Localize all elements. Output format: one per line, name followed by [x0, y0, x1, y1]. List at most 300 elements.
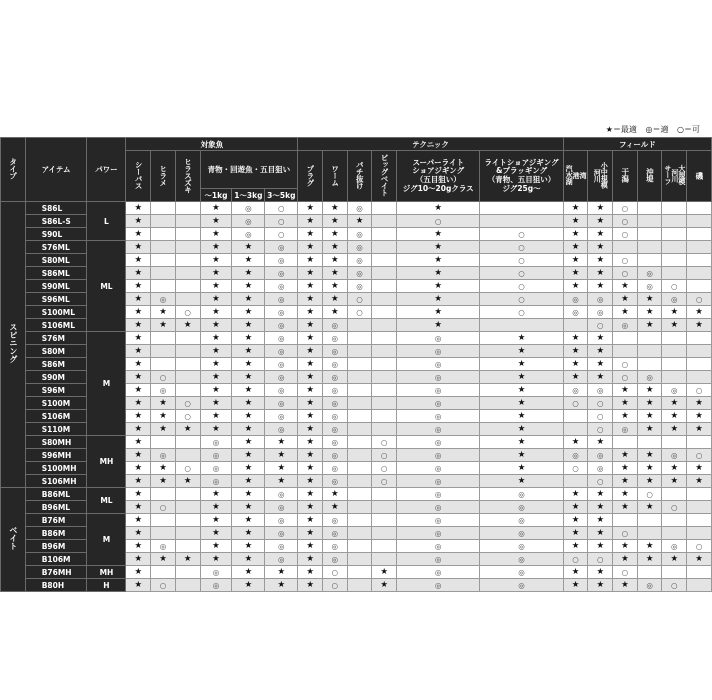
rating-cell: [397, 410, 480, 423]
rating-symbol: ★: [621, 398, 629, 408]
rating-cell: [151, 241, 176, 254]
rating-symbol: ◎: [331, 476, 339, 486]
item-name: B96M: [25, 540, 87, 553]
rating-cell: [662, 371, 687, 384]
rating-symbol: ◎: [278, 411, 285, 421]
rating-symbol: ★: [134, 476, 143, 486]
rating-symbol: ★: [159, 463, 167, 473]
rating-cell: [588, 241, 613, 254]
rating-cell: [563, 436, 588, 449]
rating-symbol: ★: [212, 502, 220, 512]
rating-cell: [637, 579, 662, 592]
rating-cell: [126, 423, 151, 436]
rating-symbol: ○: [596, 476, 604, 486]
header-item: アイテム: [25, 138, 87, 202]
rating-symbol: ★: [331, 502, 339, 512]
rating-cell: [175, 215, 200, 228]
rating-cell: [397, 514, 480, 527]
rating-cell: [151, 527, 176, 540]
rating-cell: [265, 579, 298, 592]
rating-cell: [372, 423, 397, 436]
rating-symbol: ★: [517, 476, 526, 486]
rating-cell: [200, 384, 232, 397]
power-label: MH: [87, 436, 126, 488]
rating-cell: [372, 215, 397, 228]
rating-symbol: ◎: [331, 424, 339, 434]
rating-symbol: ★: [134, 346, 143, 356]
rating-symbol: ★: [380, 580, 389, 590]
row-type-label: スピニング: [1, 202, 26, 488]
rating-cell: [126, 514, 151, 527]
col-small-mid-river: 小中規模 河川: [588, 151, 613, 202]
rating-symbol: ◎: [212, 580, 220, 590]
rating-cell: [200, 345, 232, 358]
rating-cell: [563, 202, 588, 215]
rating-symbol: ★: [134, 385, 143, 395]
rating-cell: [662, 267, 687, 280]
rating-symbol: ◎: [331, 411, 339, 421]
rating-cell: [298, 410, 323, 423]
power-label: H: [87, 579, 126, 592]
rating-cell: [322, 319, 347, 332]
rating-symbol: ★: [670, 476, 679, 486]
rating-symbol: ★: [331, 281, 339, 291]
rating-cell: [372, 410, 397, 423]
rating-cell: [126, 228, 151, 241]
rating-cell: [613, 254, 638, 267]
rating-cell: [322, 540, 347, 553]
rating-symbol: ★: [159, 320, 167, 330]
rating-symbol: ★: [244, 307, 253, 317]
rating-cell: [687, 202, 712, 215]
rating-symbol: ★: [212, 216, 220, 226]
rating-symbol: ★: [621, 307, 629, 317]
rating-symbol: ★: [331, 216, 339, 226]
rating-cell: [232, 449, 265, 462]
rating-symbol: ★: [212, 203, 220, 213]
rating-cell: [200, 228, 232, 241]
rating-cell: [175, 371, 200, 384]
rating-cell: [613, 488, 638, 501]
rating-cell: [298, 280, 323, 293]
rating-symbol: ★: [212, 411, 220, 421]
rating-cell: [126, 202, 151, 215]
rating-symbol: ★: [571, 372, 580, 382]
rating-cell: [151, 540, 176, 553]
rating-cell: [687, 436, 712, 449]
rating-cell: [687, 488, 712, 501]
rating-symbol: ★: [331, 203, 339, 213]
rating-cell: [480, 345, 563, 358]
rating-symbol: ◎: [518, 580, 525, 590]
rating-symbol: ★: [212, 515, 220, 525]
rating-symbol: ★: [596, 372, 605, 382]
rating-symbol: ◎: [212, 476, 220, 486]
rating-cell: [662, 384, 687, 397]
rating-cell: [347, 540, 372, 553]
rating-cell: [347, 202, 372, 215]
rating-cell: [637, 553, 662, 566]
rating-cell: [200, 462, 232, 475]
rating-cell: [322, 280, 347, 293]
rating-symbol: ◎: [596, 385, 604, 395]
rating-symbol: ◎: [245, 216, 252, 226]
rating-cell: [175, 254, 200, 267]
rating-symbol: ★: [244, 242, 253, 252]
rating-symbol: ★: [244, 580, 253, 590]
rating-symbol: ○: [159, 502, 167, 512]
rating-symbol: ◎: [356, 242, 363, 252]
rating-cell: [232, 254, 265, 267]
header-technique: テクニック: [298, 138, 563, 151]
rating-cell: [563, 540, 588, 553]
rating-symbol: ★: [434, 242, 443, 252]
item-name: S80M: [25, 345, 87, 358]
rating-cell: [480, 267, 563, 280]
rating-symbol: ★: [331, 268, 339, 278]
rating-cell: [372, 462, 397, 475]
rating-symbol: ★: [596, 346, 605, 356]
rating-cell: [372, 371, 397, 384]
rating-cell: [563, 371, 588, 384]
rating-symbol: ★: [621, 502, 629, 512]
rating-cell: [480, 540, 563, 553]
rating-cell: [397, 332, 480, 345]
rating-cell: [563, 410, 588, 423]
rating-cell: [613, 475, 638, 488]
rating-symbol: ★: [621, 281, 629, 291]
rating-cell: [372, 280, 397, 293]
rating-cell: [613, 462, 638, 475]
rating-symbol: ★: [434, 203, 443, 213]
rating-symbol: ◎: [278, 268, 285, 278]
power-label: ML: [87, 241, 126, 332]
rating-cell: [397, 423, 480, 436]
rating-cell: [151, 228, 176, 241]
rating-cell: [298, 358, 323, 371]
rating-cell: [151, 449, 176, 462]
rating-symbol: ★: [306, 554, 314, 564]
rating-symbol: ★: [571, 437, 580, 447]
rating-symbol: ★: [183, 320, 192, 330]
item-name: S100M: [25, 397, 87, 410]
item-name: S90M: [25, 371, 87, 384]
rating-cell: [588, 280, 613, 293]
rating-symbol: ★: [306, 372, 314, 382]
rating-cell: [687, 449, 712, 462]
rating-symbol: ★: [277, 437, 286, 447]
rating-cell: [322, 462, 347, 475]
rating-cell: [298, 228, 323, 241]
rating-cell: [265, 488, 298, 501]
rating-cell: [563, 306, 588, 319]
rating-symbol: ★: [134, 255, 143, 265]
rating-cell: [265, 553, 298, 566]
rating-cell: [232, 371, 265, 384]
rating-symbol: ◎: [596, 307, 604, 317]
rating-cell: [200, 566, 232, 579]
rating-symbol: ★: [306, 489, 314, 499]
item-name: S86M: [25, 358, 87, 371]
rating-cell: [397, 358, 480, 371]
rating-symbol: ◎: [434, 359, 442, 369]
rating-cell: [298, 566, 323, 579]
rating-symbol: ◎: [434, 437, 442, 447]
rating-symbol: ★: [244, 476, 253, 486]
item-name: B106M: [25, 553, 87, 566]
rating-cell: [480, 410, 563, 423]
rating-cell: [151, 358, 176, 371]
rating-cell: [265, 501, 298, 514]
rating-cell: [480, 306, 563, 319]
rating-cell: [265, 202, 298, 215]
rating-cell: [298, 241, 323, 254]
rating-cell: [298, 579, 323, 592]
rating-symbol: ◎: [572, 294, 579, 304]
rating-cell: [265, 397, 298, 410]
rating-cell: [232, 423, 265, 436]
rating-cell: [126, 267, 151, 280]
rating-symbol: ★: [134, 372, 143, 382]
rating-cell: [126, 475, 151, 488]
rating-symbol: ★: [306, 541, 314, 551]
rating-cell: [347, 397, 372, 410]
rating-symbol: ○: [159, 580, 167, 590]
rating-symbol: ★: [244, 333, 253, 343]
rating-symbol: ★: [306, 528, 314, 538]
rating-cell: [200, 371, 232, 384]
rating-symbol: ★: [212, 307, 220, 317]
rating-cell: [298, 254, 323, 267]
rating-symbol: ★: [306, 229, 314, 239]
rating-cell: [687, 384, 712, 397]
rating-symbol: ★: [434, 229, 443, 239]
rating-cell: [563, 553, 588, 566]
rating-cell: [175, 228, 200, 241]
rating-cell: [372, 358, 397, 371]
rating-cell: [372, 501, 397, 514]
rating-symbol: ○: [356, 294, 363, 304]
rating-cell: [563, 488, 588, 501]
rating-cell: [298, 384, 323, 397]
rating-symbol: ★: [134, 424, 143, 434]
rating-cell: [480, 280, 563, 293]
power-label: L: [87, 202, 126, 241]
rating-symbol: ◎: [278, 320, 285, 330]
rating-symbol: ★: [571, 242, 580, 252]
rating-cell: [200, 410, 232, 423]
rating-cell: [613, 319, 638, 332]
symbol-legend: [606, 124, 700, 136]
rating-symbol: ★: [645, 411, 654, 421]
rating-cell: [347, 332, 372, 345]
rating-cell: [126, 397, 151, 410]
rating-symbol: ★: [212, 346, 220, 356]
rating-cell: [687, 293, 712, 306]
rating-cell: [563, 293, 588, 306]
item-name: B86ML: [25, 488, 87, 501]
rating-cell: [397, 228, 480, 241]
rating-symbol: ★: [571, 515, 580, 525]
col-rocky-shore: 磯: [687, 151, 712, 202]
rating-symbol: ◎: [518, 567, 525, 577]
rating-symbol: ★: [571, 268, 580, 278]
rating-symbol: ★: [571, 255, 580, 265]
rating-cell: [126, 566, 151, 579]
rating-symbol: ★: [134, 528, 143, 538]
rating-cell: [322, 436, 347, 449]
rating-cell: [175, 553, 200, 566]
rating-cell: [347, 215, 372, 228]
rating-cell: [662, 423, 687, 436]
rating-cell: [687, 423, 712, 436]
rating-symbol: ★: [134, 294, 143, 304]
rating-cell: [126, 410, 151, 423]
rating-symbol: ★: [306, 450, 314, 460]
rating-cell: [397, 579, 480, 592]
rating-cell: [372, 540, 397, 553]
rating-cell: [175, 527, 200, 540]
rating-symbol: ★: [596, 242, 605, 252]
rating-symbol: ★: [621, 450, 629, 460]
rating-cell: [298, 462, 323, 475]
rating-cell: [232, 397, 265, 410]
rating-symbol: ★: [277, 567, 286, 577]
rating-cell: [347, 527, 372, 540]
rating-symbol: ◎: [331, 450, 339, 460]
rating-symbol: ★: [517, 359, 526, 369]
rating-symbol: ◎: [278, 294, 285, 304]
rating-symbol: ★: [645, 424, 654, 434]
rating-cell: [613, 540, 638, 553]
header-field: フィールド: [563, 138, 711, 151]
rating-symbol: ★: [244, 515, 253, 525]
rating-symbol: ★: [621, 385, 629, 395]
rating-cell: [265, 475, 298, 488]
rating-cell: [397, 475, 480, 488]
rating-symbol: ★: [695, 307, 703, 317]
rating-cell: [347, 410, 372, 423]
rating-cell: [480, 319, 563, 332]
rating-cell: [397, 384, 480, 397]
rating-cell: [588, 540, 613, 553]
rating-cell: [662, 280, 687, 293]
rating-cell: [588, 501, 613, 514]
rating-cell: [588, 449, 613, 462]
power-label: ML: [87, 488, 126, 514]
rating-cell: [265, 540, 298, 553]
rating-symbol: ○: [671, 281, 678, 291]
rating-cell: [200, 579, 232, 592]
rating-cell: [563, 566, 588, 579]
rating-cell: [662, 215, 687, 228]
rating-symbol: ★: [621, 541, 629, 551]
rating-symbol: ★: [212, 489, 220, 499]
rating-symbol: ◎: [278, 385, 285, 395]
rating-cell: [347, 553, 372, 566]
rating-cell: [662, 293, 687, 306]
rating-symbol: ★: [596, 580, 605, 590]
rating-symbol: ★: [621, 489, 629, 499]
rating-symbol: ○: [518, 242, 525, 252]
rating-symbol: ○: [278, 203, 285, 213]
rating-symbol: ★: [244, 385, 253, 395]
rating-cell: [397, 254, 480, 267]
rating-cell: [265, 267, 298, 280]
rating-symbol: ★: [244, 541, 253, 551]
rating-cell: [637, 475, 662, 488]
item-name: S90L: [25, 228, 87, 241]
rating-symbol: ◎: [278, 424, 285, 434]
rating-cell: [232, 488, 265, 501]
rating-cell: [613, 514, 638, 527]
item-name: S76M: [25, 332, 87, 345]
rating-cell: [372, 527, 397, 540]
rating-cell: [588, 319, 613, 332]
rating-cell: [588, 423, 613, 436]
rating-cell: [662, 306, 687, 319]
rating-cell: [126, 579, 151, 592]
rating-cell: [480, 527, 563, 540]
rating-symbol: ○: [621, 229, 629, 239]
rating-cell: [200, 319, 232, 332]
col-weight-under-1kg: ～1kg: [200, 189, 232, 202]
rating-cell: [175, 540, 200, 553]
row-type-label: ベイト: [1, 488, 26, 592]
rating-symbol: ◎: [518, 502, 525, 512]
rating-cell: [200, 202, 232, 215]
rating-symbol: ★: [306, 437, 314, 447]
rating-symbol: ○: [572, 398, 579, 408]
rating-cell: [126, 462, 151, 475]
rating-symbol: ★: [645, 307, 654, 317]
rating-cell: [322, 254, 347, 267]
rating-symbol: ★: [645, 450, 654, 460]
rating-symbol: ○: [380, 437, 388, 447]
rating-cell: [175, 384, 200, 397]
rating-cell: [322, 241, 347, 254]
col-tidal-flat: 干潟: [613, 151, 638, 202]
rating-symbol: ○: [621, 359, 629, 369]
rating-symbol: ★: [306, 424, 314, 434]
rating-cell: [372, 332, 397, 345]
rating-cell: [687, 371, 712, 384]
rating-symbol: ★: [244, 437, 253, 447]
rating-symbol: ◎: [331, 320, 339, 330]
rating-cell: [397, 436, 480, 449]
rating-symbol: ○: [380, 476, 388, 486]
rating-cell: [397, 540, 480, 553]
rating-symbol: ★: [134, 203, 143, 213]
rating-symbol: ◎: [646, 580, 653, 590]
subgroup-aomono: 青物・回遊魚・五目狙い: [200, 151, 298, 189]
rating-cell: [175, 462, 200, 475]
rating-cell: [588, 514, 613, 527]
rating-cell: [126, 306, 151, 319]
rating-cell: [372, 475, 397, 488]
rating-symbol: ★: [244, 281, 253, 291]
col-port-bay-lagoon: 湾 港 汽水湖: [563, 151, 588, 202]
rating-symbol: ★: [134, 515, 143, 525]
rating-cell: [265, 306, 298, 319]
rating-symbol: ○: [621, 216, 629, 226]
rating-symbol: ◎: [671, 541, 678, 551]
rating-cell: [372, 553, 397, 566]
rating-cell: [151, 332, 176, 345]
rating-cell: [347, 423, 372, 436]
rating-symbol: ○: [159, 372, 167, 382]
item-name: S86L: [25, 202, 87, 215]
